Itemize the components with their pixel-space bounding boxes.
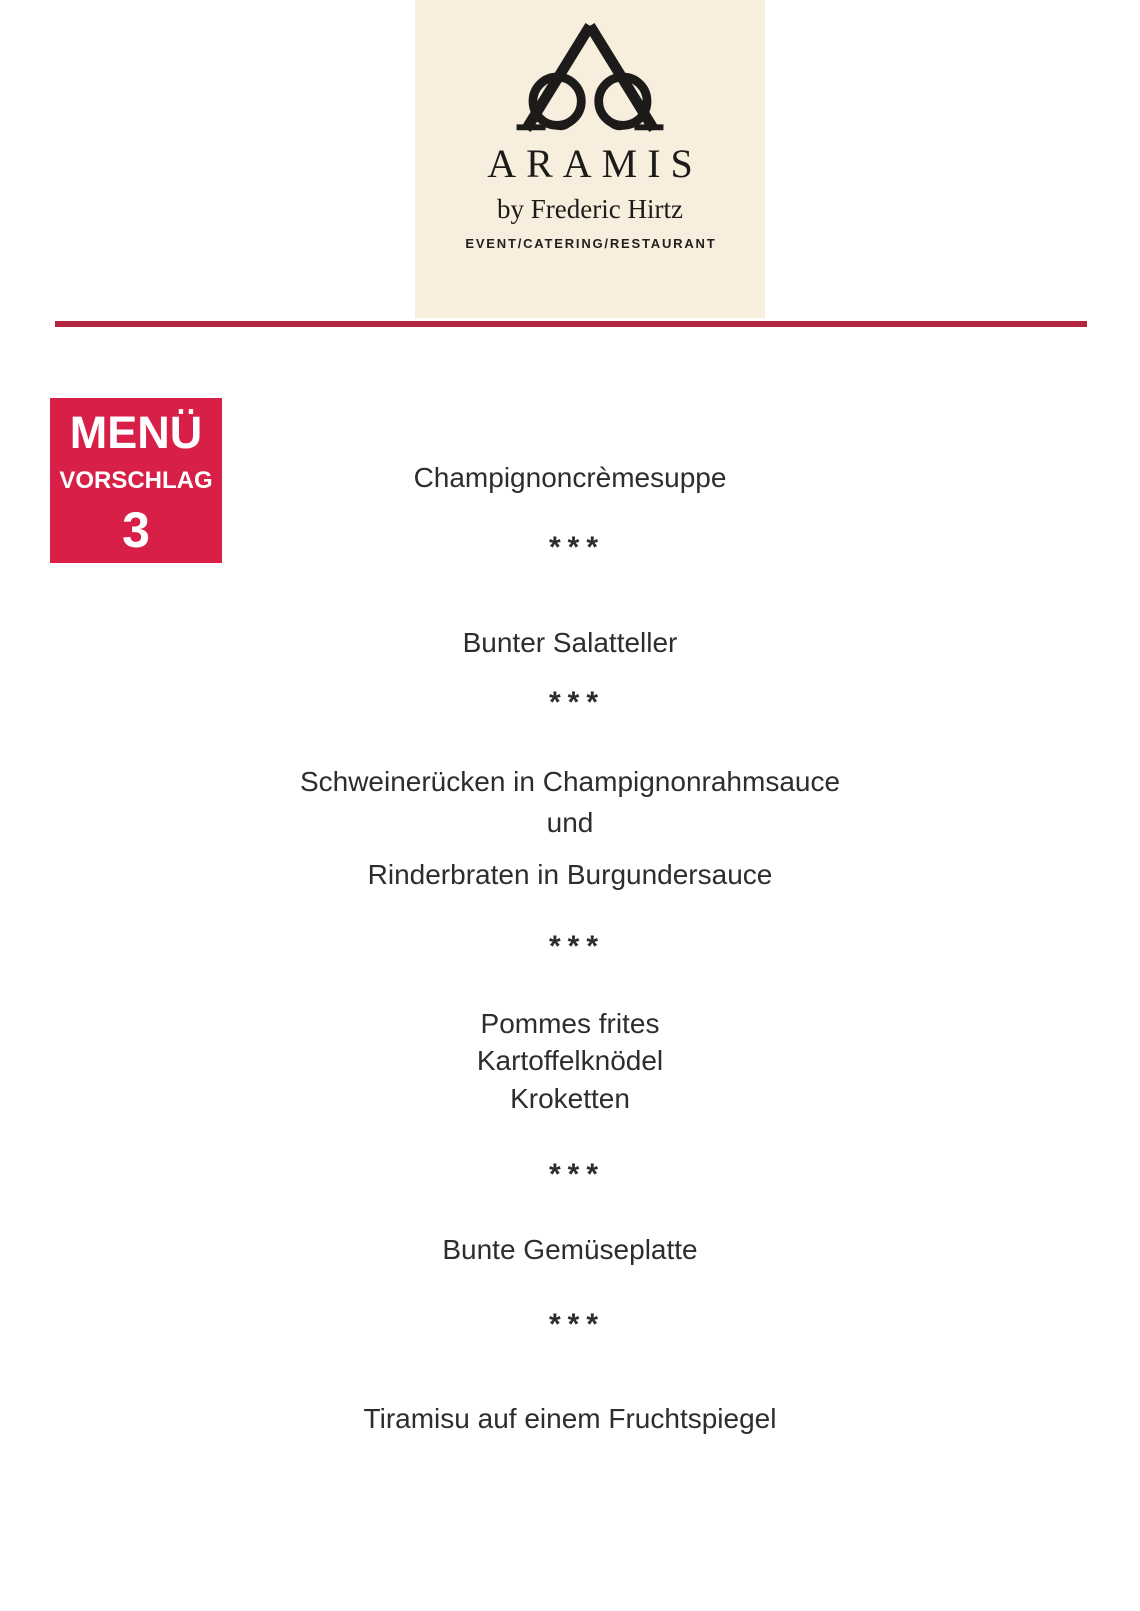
badge-word-menu: MENÜ [69,407,203,458]
menu-item: Rinderbraten in Burgundersauce [367,859,773,890]
menu-item: Kroketten [510,1083,630,1114]
menu-separator: *** [548,686,606,719]
badge-word-vorschlag: VORSCHLAG [59,466,213,494]
aramis-monogram-icon [500,20,680,136]
menu-item: Schweinerücken in Champignonrahmsauce [299,766,841,797]
brand-tagline: EVENT/CATERING/RESTAURANT [465,236,717,251]
menu-separator: *** [548,930,606,963]
menu-separator: *** [548,1158,606,1191]
menu-item: Pommes frites [480,1008,660,1039]
menu-separator: *** [548,1308,606,1341]
menu-item: Bunte Gemüseplatte [442,1234,698,1265]
menu-item: Bunter Salatteller [462,627,678,658]
menu-item: Champignoncrèmesuppe [413,462,727,493]
menu-item: Tiramisu auf einem Fruchtspiegel [363,1403,777,1434]
brand-name: ARAMIS [487,141,703,186]
header-divider-rule [55,321,1087,327]
badge-number: 3 [122,502,150,558]
menu-conjunction: und [546,807,594,838]
menu-separator: *** [548,531,606,564]
brand-header-panel [415,0,765,318]
brand-byline: by Frederic Hirtz [497,194,683,224]
menu-item: Kartoffelknödel [476,1045,664,1076]
